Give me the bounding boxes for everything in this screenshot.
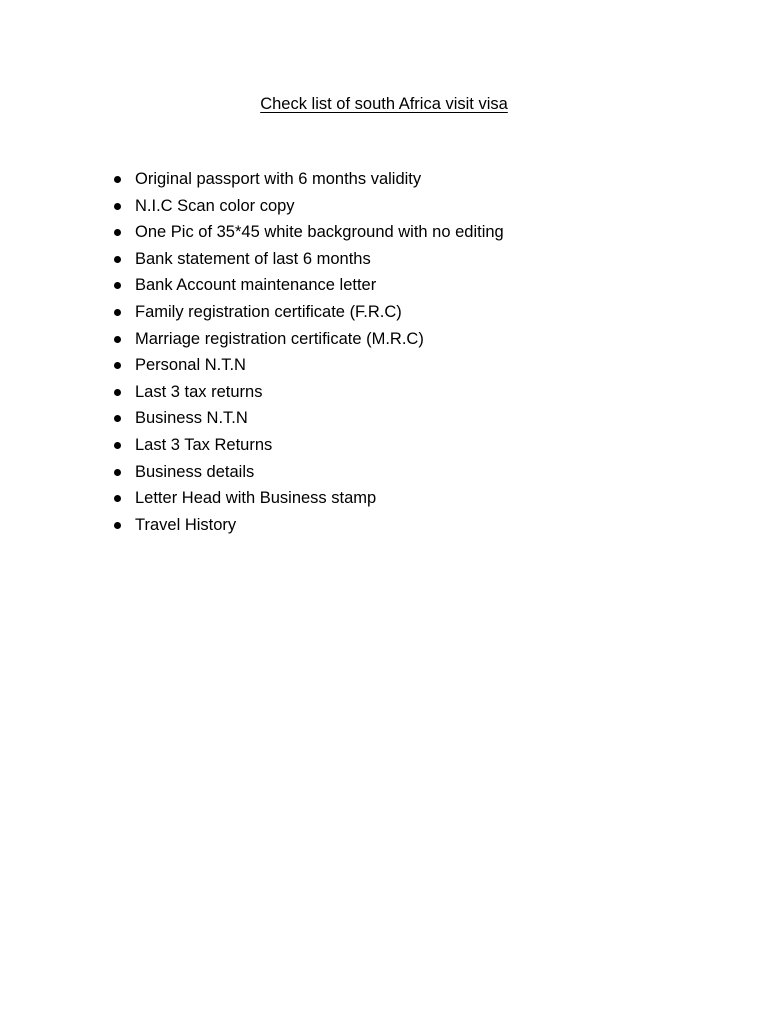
list-item — [0, 299, 504, 326]
list-item — [0, 326, 504, 353]
list-item-text: Business details — [135, 462, 255, 481]
list-item-text: Marriage registration certificate (M.R.C) — [135, 329, 424, 348]
bullet-icon — [114, 389, 121, 396]
list-item-text: Bank statement of last 6 months — [135, 249, 371, 268]
list-item — [0, 512, 504, 539]
bullet-icon — [114, 176, 121, 183]
list-item-text: One Pic of 35*45 white background with no editing — [135, 223, 504, 242]
bullet-icon — [114, 282, 121, 289]
document-title: Check list of south Africa visit visa — [260, 95, 508, 113]
list-item — [0, 219, 504, 246]
list-item — [0, 405, 504, 432]
list-item — [0, 485, 504, 512]
list-item — [0, 272, 504, 299]
bullet-icon — [114, 256, 121, 263]
list-item-text: Bank Account maintenance letter — [135, 276, 377, 295]
bullet-icon — [114, 336, 121, 343]
bullet-icon — [114, 442, 121, 449]
list-item-text: Original passport with 6 months validity — [135, 170, 422, 188]
list-item — [0, 459, 504, 486]
list-item-text: Travel History — [135, 515, 237, 534]
bullet-icon — [114, 469, 121, 476]
list-item — [0, 166, 504, 193]
checklist — [0, 166, 504, 538]
bullet-icon — [114, 229, 121, 236]
list-item — [0, 432, 504, 459]
bullet-icon — [114, 309, 121, 316]
bullet-icon — [114, 203, 121, 210]
bullet-icon — [114, 415, 121, 422]
list-item-text: Last 3 Tax Returns — [135, 435, 273, 454]
list-item-text: Personal N.T.N — [135, 356, 246, 375]
list-item — [0, 352, 504, 379]
list-item — [0, 193, 504, 220]
list-item — [0, 379, 504, 406]
list-item — [0, 246, 504, 273]
list-item-text: Letter Head with Business stamp — [135, 489, 377, 508]
list-item-text: Family registration certificate (F.R.C) — [135, 302, 402, 321]
list-item-text: Business N.T.N — [135, 409, 248, 428]
bullet-icon — [114, 362, 121, 369]
list-item-text: N.I.C Scan color copy — [135, 196, 295, 215]
bullet-icon — [114, 495, 121, 502]
bullet-icon — [114, 522, 121, 529]
list-item-text: Last 3 tax returns — [135, 382, 263, 401]
